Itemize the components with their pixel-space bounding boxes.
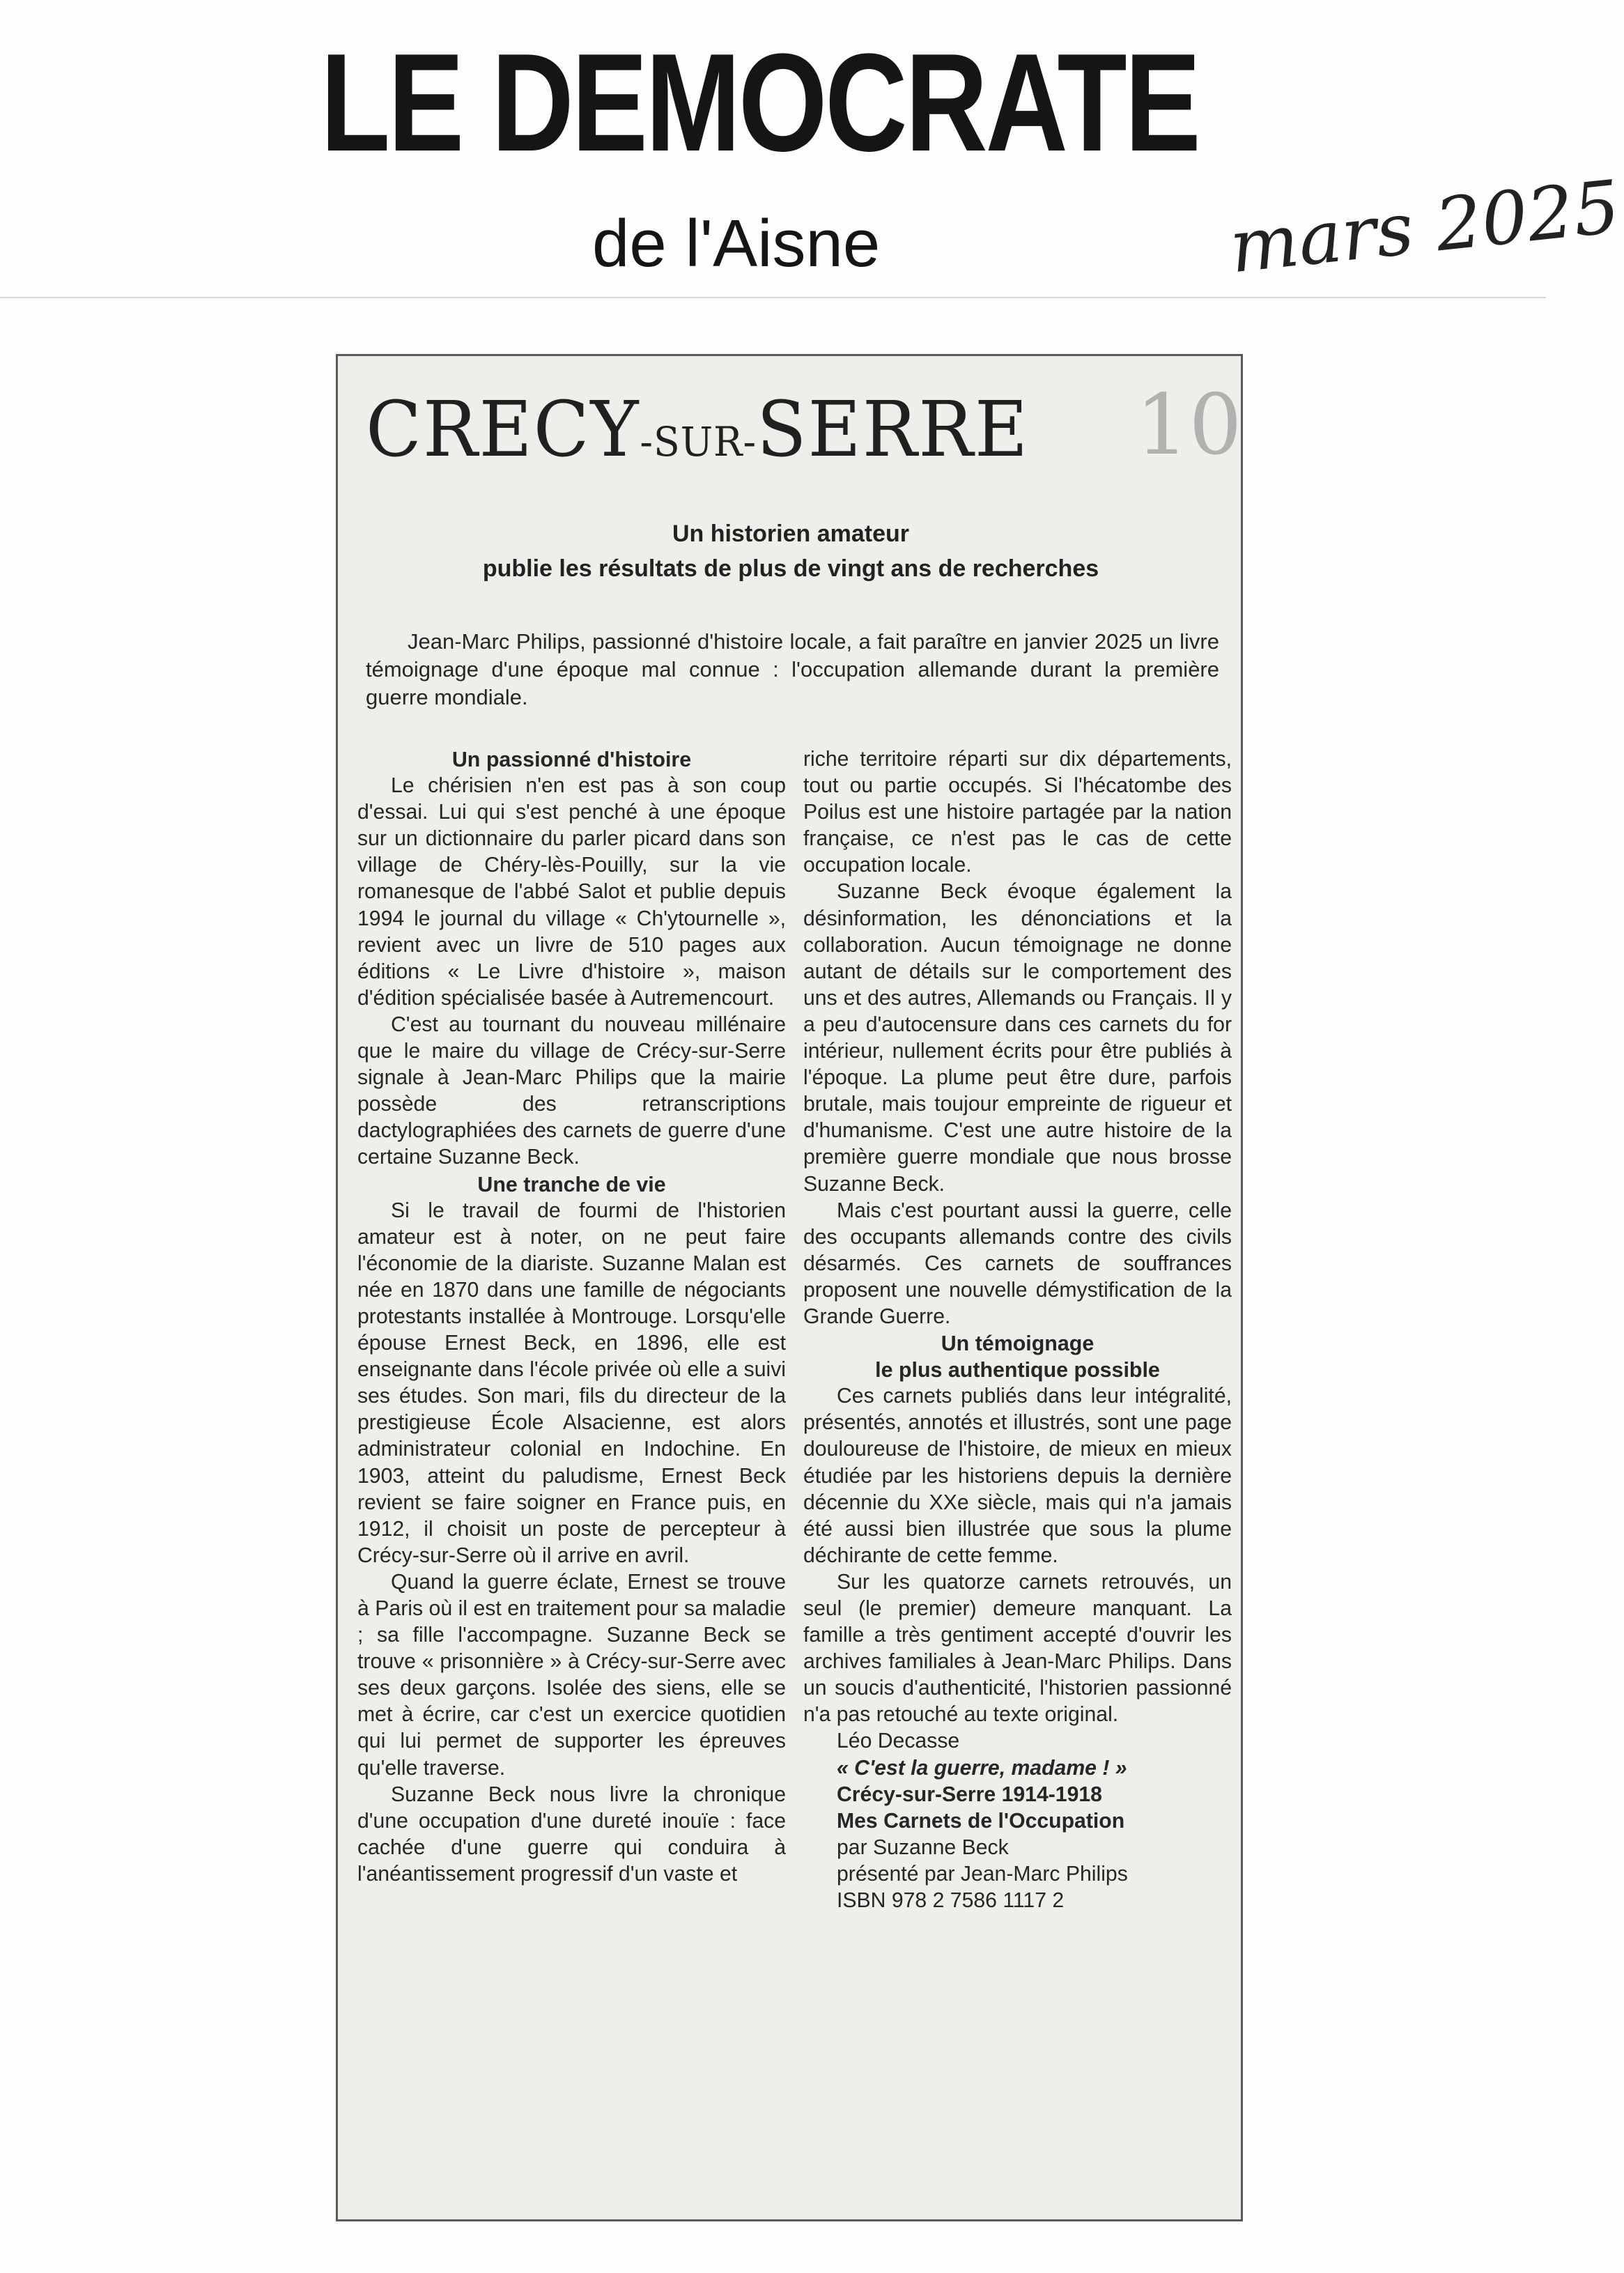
book-title: « C'est la guerre, madame ! »: [837, 1756, 1127, 1780]
handwritten-date-note: mars 2025: [1225, 164, 1624, 290]
paragraph: Le chérisien n'en est pas à son coup d'essai. Lui qui s'est penché à une époque sur un dictionnaire du parler picard dans son village de Chéry-lès-Pouilly, sur la vie romanesque de l'abbé Salot et publie depuis 1994 le journal du village « Ch'ytournelle », revient avec un livre de 510 pages aux éditions « Le Livre d'histoire », maison d'édition spécialisée basée à Autremencourt.: [357, 774, 786, 1010]
headline-line-2: publie les résultats de plus de vingt ans de recherches: [482, 555, 1099, 582]
book-subtitle: Mes Carnets de l'Occupation: [837, 1809, 1125, 1833]
article-headline: [366, 516, 1216, 586]
paragraph: riche territoire réparti sur dix départements, tout ou partie occupés. Si l'hécatombe des Poilus est une histoire partagée par la nation française, ce n'est pas le cas de cette occupation locale.: [803, 748, 1232, 877]
subheading: Une tranche de vie: [477, 1172, 666, 1196]
author-signature: Léo Decasse: [837, 1729, 960, 1753]
section-title: [366, 387, 1173, 484]
paragraph: Quand la guerre éclate, Ernest se trouve à Paris où il est en traitement pour sa maladie ; sa fille l'accompagne. Suzanne Beck se trouve « prisonnière » à Crécy-sur-Serre avec ses deux garçons. Isolée des siens, elle se met à écrire, car c'est un exercice quotidien qui lui permet de supporter les épreuves qu'elle traverse.: [357, 1570, 786, 1780]
book-presenter: présenté par Jean-Marc Philips: [837, 1862, 1128, 1886]
newspaper-clipping: [336, 354, 1243, 2221]
section-title-small: -SUR-: [640, 418, 757, 465]
subheading: le plus authentique possible: [875, 1358, 1160, 1382]
section-title-main-2: SERRE: [757, 385, 1030, 474]
newspaper-masthead-title: LE DEMOCRATE: [320, 25, 1199, 180]
subheading: Un témoignage: [941, 1332, 1095, 1356]
paper-edge-divider: [0, 297, 1546, 298]
headline-line-1: Un historien amateur: [672, 521, 910, 547]
page-number: 10: [1136, 377, 1242, 474]
paragraph: Suzanne Beck évoque également la désinformation, les dénonciations et la collaboration. Aucun témoignage ne donne autant de détails sur le comportement des uns et des autres, Allemands ou Français. Il y a peu d'autocensure dans ces carnets du for intérieur, nullement écrits pour être publiés à l'époque. La plume peut être dure, parfois brutale, mais toujour empreinte de rigueur et d'humanisme. C'est une autre histoire de la première guerre mondiale que nous brosse Suzanne Beck.: [803, 880, 1232, 1196]
book-place: Crécy-sur-Serre 1914-1918: [837, 1782, 1102, 1806]
book-author: par Suzanne Beck: [837, 1835, 1009, 1859]
paragraph: Mais c'est pourtant aussi la guerre, celle des occupants allemands contre des civils désarmés. Ces carnets de souffrances proposent une nouvelle démystification de la Grande Guerre.: [803, 1199, 1232, 1328]
book-isbn: ISBN 978 2 7586 1117 2: [837, 1889, 1065, 1913]
paragraph: Ces carnets publiés dans leur intégralité, présentés, annotés et illustrés, sont une page douloureuse de l'histoire, de mieux en mieux étudiée par les historiens depuis la dernière décennie du XXe siècle, mais qui n'a jamais été aussi bien illustrée que sous la plume déchirante de cette femme.: [803, 1385, 1232, 1567]
paragraph: Si le travail de fourmi de l'historien amateur est à noter, on ne peut faire l'économie de la diariste. Suzanne Malan est née en 1870 dans une famille de négociants protestants installée à Montrouge. Lorsqu'elle épouse Ernest Beck, en 1896, elle est enseignante dans l'école privée où elle a suivi ses études. Son mari, fils du directeur de la prestigieuse École Alsacienne, est alors administrateur colonial en Indochine. En 1903, atteint du paludisme, Ernest Beck revient se faire soigner en France puis, en 1912, il choisit un poste de percepteur à Crécy-sur-Serre où il arrive en avril.: [357, 1199, 786, 1567]
newspaper-masthead-subtitle: de l'Aisne: [592, 206, 881, 281]
section-title-main-1: CRECY: [366, 385, 640, 474]
article-lead-paragraph: Jean-Marc Philips, passionné d'histoire locale, a fait paraître en janvier 2025 un livre témoignage d'une époque mal connue : l'occupation allemande durant la première guerre mondiale.: [366, 629, 1219, 709]
paragraph: C'est au tournant du nouveau millénaire que le maire du village de Crécy-sur-Serre signale à Jean-Marc Philips que la mairie possède des retranscriptions dactylographiées des carnets de guerre d'une certaine Suzanne Beck.: [357, 1012, 786, 1169]
paragraph: Sur les quatorze carnets retrouvés, un seul (le premier) demeure manquant. La famille a très gentiment accepté d'ouvrir les archives familiales à Jean-Marc Philips. Dans un soucis d'authenticité, l'historien passionné n'a pas retouché au texte original.: [803, 1570, 1232, 1727]
article-column-right: [803, 746, 1232, 1914]
article-column-left: [357, 746, 786, 1888]
subheading: Un passionné d'histoire: [451, 748, 692, 771]
paragraph: Suzanne Beck nous livre la chronique d'une occupation d'une dureté inouïe : face cachée d'une guerre qui conduira à l'anéantissement progressif d'un vaste et: [357, 1782, 786, 1886]
